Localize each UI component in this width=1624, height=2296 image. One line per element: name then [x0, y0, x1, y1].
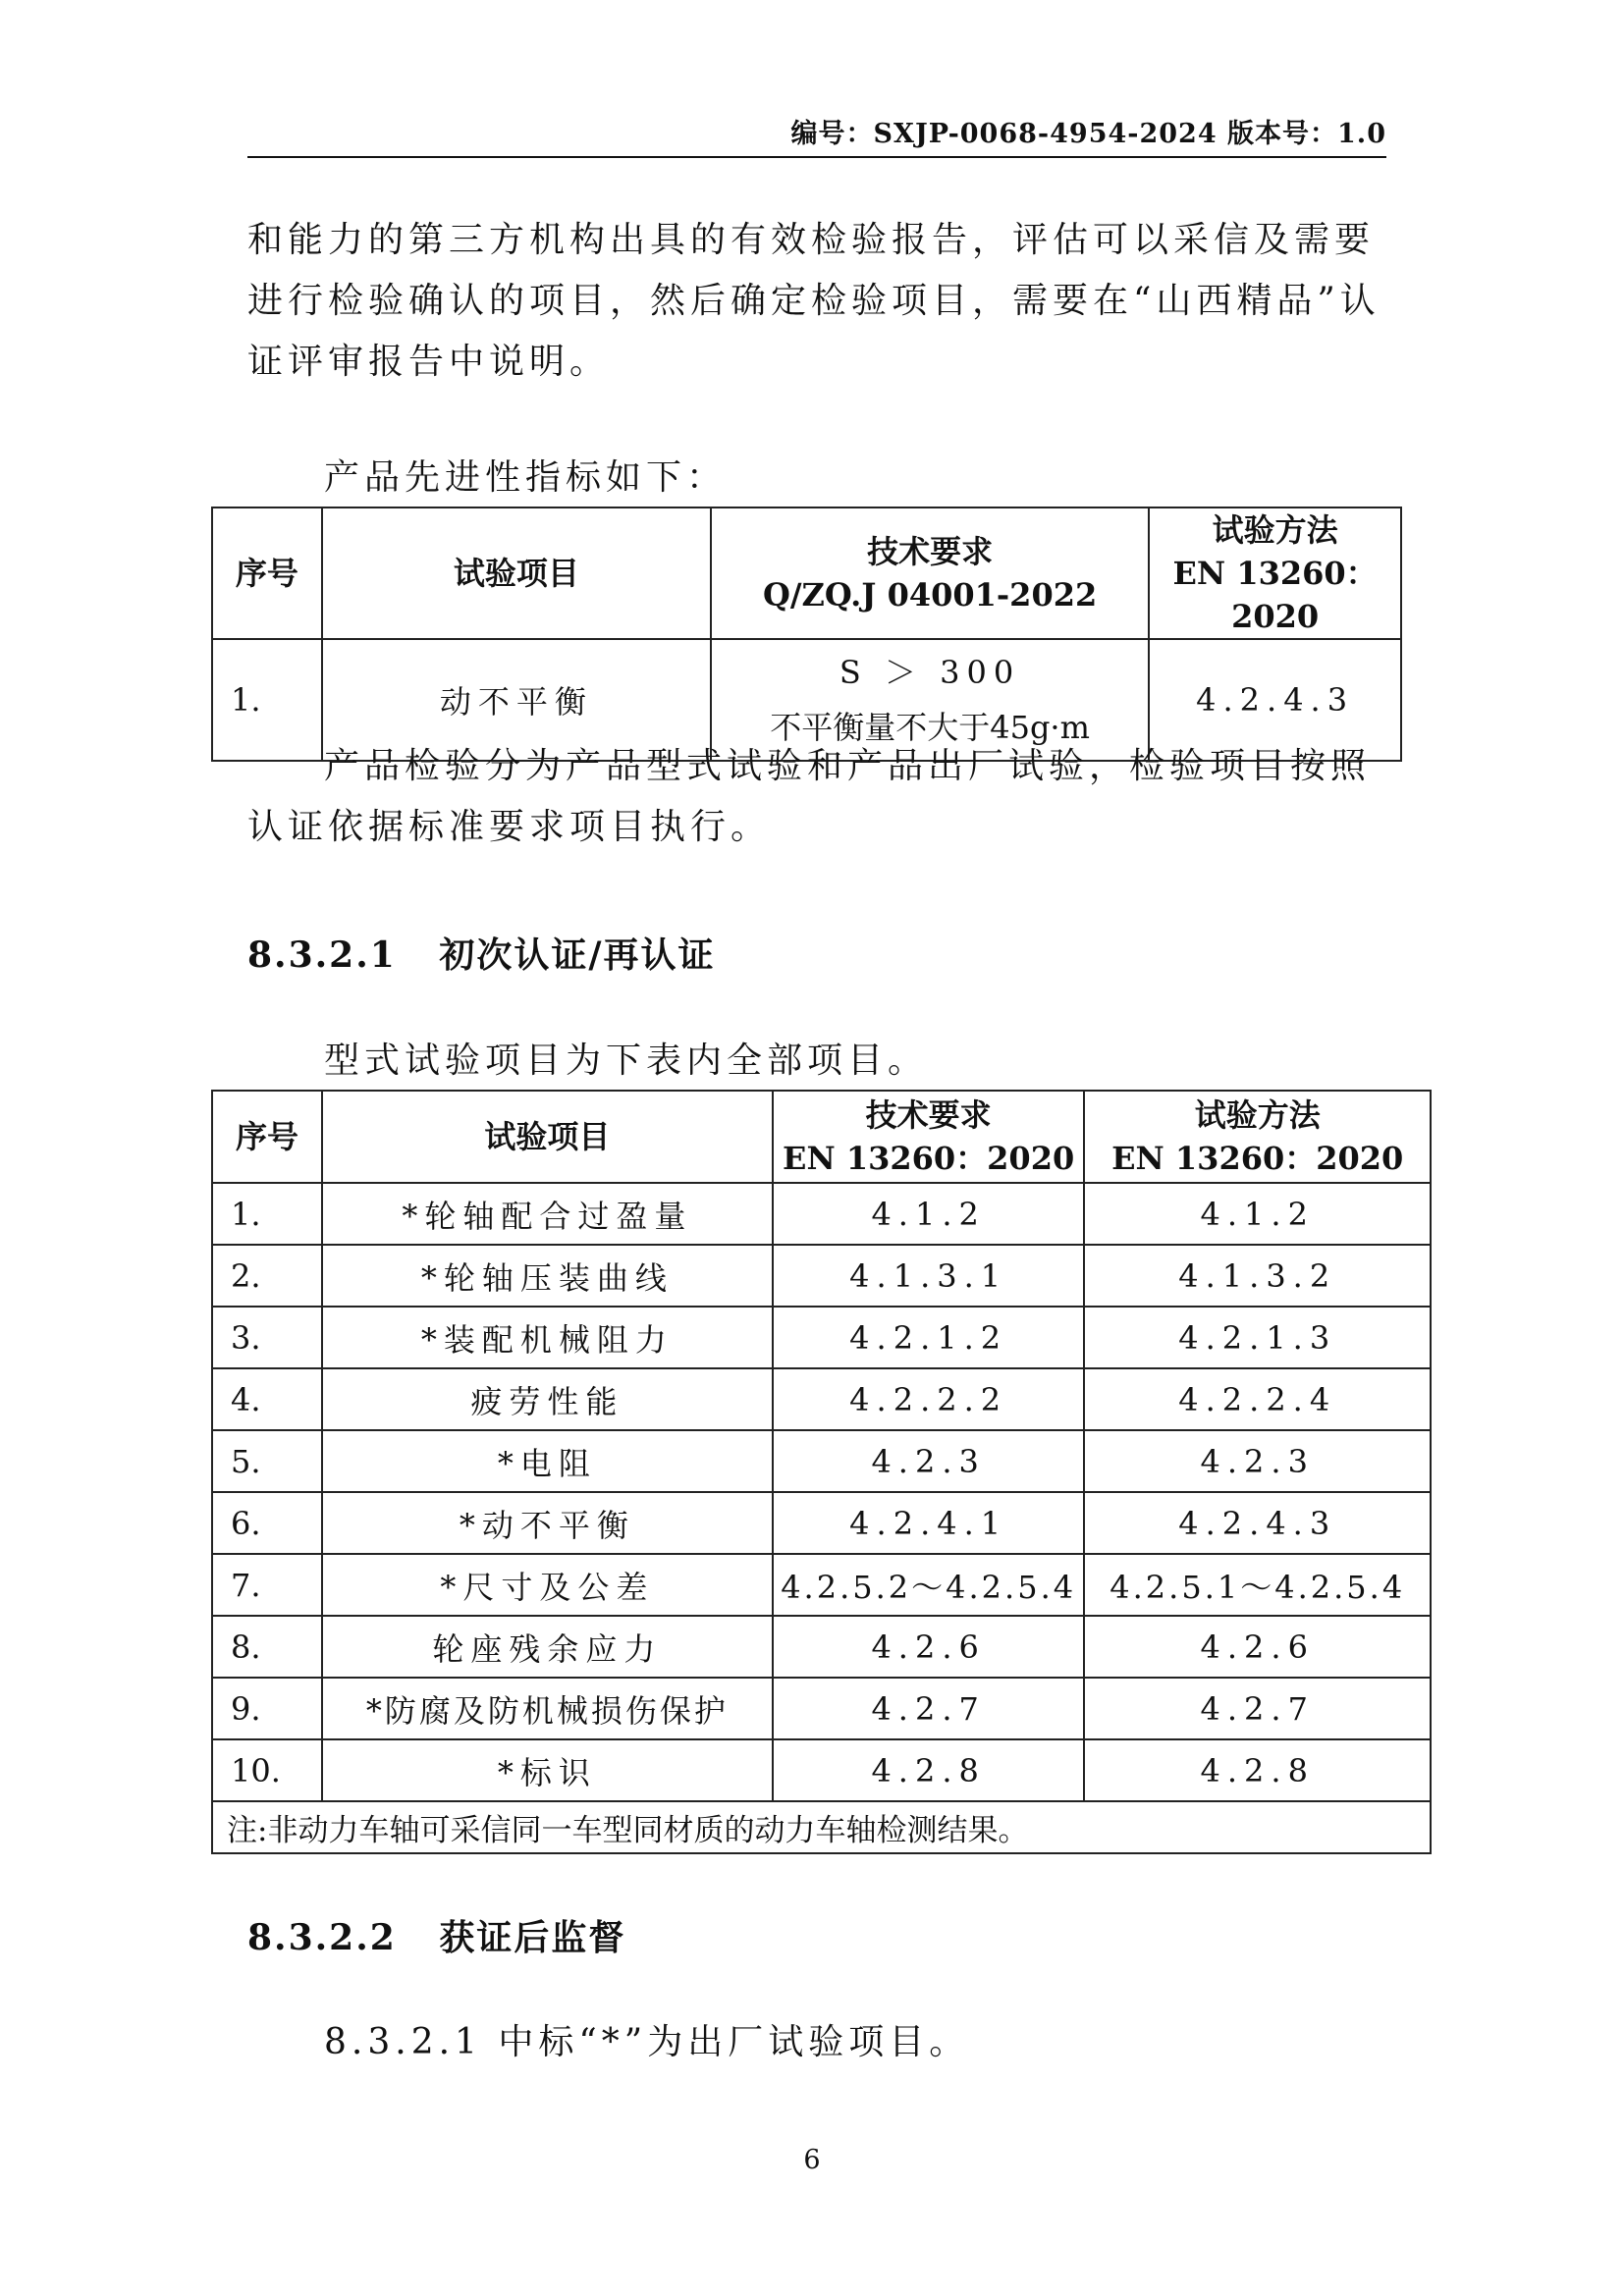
- method-title: 试验方法: [1212, 511, 1338, 549]
- section-title: 获证后监督: [439, 1917, 626, 1958]
- row-method: 4.2.2.4: [1084, 1368, 1431, 1430]
- row-requirement: 4.2.5.2～4.2.5.4: [773, 1554, 1085, 1616]
- table-note: 注:非动力车轴可采信同一车型同材质的动力车轴检测结果。: [212, 1801, 1431, 1853]
- inspection-paragraph: 产品检验分为产品型式试验和产品出厂试验，检验项目按照认证依据标准要求项目执行。: [247, 746, 1372, 847]
- table-row: [212, 1368, 1431, 1430]
- col-item: 试验项目: [322, 507, 711, 639]
- row-method: 4.2.4.3: [1149, 639, 1401, 761]
- requirement-line-1: S ＞ 300: [839, 654, 1021, 691]
- row-no: 5.: [212, 1430, 322, 1492]
- row-method: 4.2.8: [1084, 1739, 1431, 1801]
- requirement-line-2: 不平衡量不大于45g·m: [770, 709, 1090, 746]
- row-method: 4.2.6: [1084, 1616, 1431, 1678]
- row-item: *防腐及防机械损伤保护: [322, 1678, 773, 1739]
- col-method: [1149, 507, 1401, 639]
- row-requirement: 4.2.2.2: [773, 1368, 1085, 1430]
- row-item: *标识: [322, 1739, 773, 1801]
- row-no: 3.: [212, 1307, 322, 1368]
- col-requirement: [711, 507, 1149, 639]
- row-no: 1.: [212, 1183, 322, 1245]
- row-method: 4.2.1.3: [1084, 1307, 1431, 1368]
- section-title: 初次认证/再认证: [439, 934, 716, 976]
- row-no: 1.: [212, 639, 322, 761]
- row-no: 10.: [212, 1739, 322, 1801]
- row-item: *轮轴压装曲线: [322, 1245, 773, 1307]
- page-number: 6: [803, 2145, 821, 2175]
- advanced-intro: 产品先进性指标如下：: [324, 457, 728, 498]
- row-requirement: 4.2.7: [773, 1678, 1085, 1739]
- type-test-intro: 型式试验项目为下表内全部项目。: [324, 1041, 929, 1081]
- row-requirement: 4.1.3.1: [773, 1245, 1085, 1307]
- document-code: 编号：SXJP-0068-4954-2024 版本号：1.0: [790, 119, 1386, 149]
- table-header-row: [212, 1091, 1431, 1183]
- row-method: 4.2.3: [1084, 1430, 1431, 1492]
- table-row: [212, 1739, 1431, 1801]
- section-heading-8-3-2-1: [247, 928, 716, 978]
- row-method: 4.1.3.2: [1084, 1245, 1431, 1307]
- table-note-row: [212, 1801, 1431, 1853]
- row-no: 4.: [212, 1368, 322, 1430]
- row-item: 疲劳性能: [322, 1368, 773, 1430]
- table-row: [212, 1183, 1431, 1245]
- col-no: 序号: [212, 507, 322, 639]
- row-no: 9.: [212, 1678, 322, 1739]
- requirement-title: 技术要求: [865, 1096, 992, 1134]
- row-item: *动不平衡: [322, 1492, 773, 1554]
- col-no: 序号: [212, 1091, 322, 1183]
- table-header-row: [212, 507, 1401, 639]
- table-row: [212, 1307, 1431, 1368]
- col-requirement: [773, 1091, 1085, 1183]
- requirement-standard: Q/ZQ.J 04001-2022: [762, 576, 1098, 614]
- row-requirement: 4.2.3: [773, 1430, 1085, 1492]
- row-method: 4.2.5.1～4.2.5.4: [1084, 1554, 1431, 1616]
- document-header: [247, 112, 1386, 155]
- col-method: [1084, 1091, 1431, 1183]
- header-divider: [247, 156, 1386, 158]
- row-requirement: 4.2.4.1: [773, 1492, 1085, 1554]
- table-row: [212, 1492, 1431, 1554]
- advanced-indicator-table: [211, 507, 1402, 762]
- row-requirement: 4.2.6: [773, 1616, 1085, 1678]
- row-item: *电阻: [322, 1430, 773, 1492]
- row-method: 4.2.7: [1084, 1678, 1431, 1739]
- table-row: [212, 1678, 1431, 1739]
- row-item: 动不平衡: [322, 639, 711, 761]
- row-no: 6.: [212, 1492, 322, 1554]
- table-row: [212, 1245, 1431, 1307]
- method-standard: EN 13260：2020: [1172, 555, 1378, 635]
- table-row: [212, 1554, 1431, 1616]
- section-heading-8-3-2-2: [247, 1910, 625, 1960]
- section-number: 8.3.2.2: [247, 1917, 397, 1958]
- type-test-table: [211, 1090, 1432, 1854]
- row-no: 8.: [212, 1616, 322, 1678]
- row-requirement: 4.2.8: [773, 1739, 1085, 1801]
- row-requirement: 4.2.1.2: [773, 1307, 1085, 1368]
- row-method: 4.2.4.3: [1084, 1492, 1431, 1554]
- table-row: [212, 1616, 1431, 1678]
- method-standard: EN 13260：2020: [1111, 1140, 1404, 1177]
- row-method: 4.1.2: [1084, 1183, 1431, 1245]
- row-item: *装配机械阻力: [322, 1307, 773, 1368]
- intro-paragraph: 和能力的第三方机构出具的有效检验报告，评估可以采信及需要进行检验确认的项目，然后确定检验项目，需要在“山西精品”认证评审报告中说明。: [247, 220, 1380, 382]
- row-item: 轮座残余应力: [322, 1616, 773, 1678]
- supervision-paragraph: 8.3.2.1 中标“*”为出厂试验项目。: [324, 2022, 970, 2062]
- row-no: 2.: [212, 1245, 322, 1307]
- table-row: [212, 1430, 1431, 1492]
- requirement-standard: EN 13260：2020: [783, 1140, 1075, 1177]
- row-no: 7.: [212, 1554, 322, 1616]
- row-requirement: 4.1.2: [773, 1183, 1085, 1245]
- requirement-title: 技术要求: [867, 533, 994, 570]
- section-number: 8.3.2.1: [247, 934, 397, 976]
- method-title: 试验方法: [1194, 1096, 1321, 1134]
- col-item: 试验项目: [322, 1091, 773, 1183]
- row-item: *轮轴配合过盈量: [322, 1183, 773, 1245]
- row-item: *尺寸及公差: [322, 1554, 773, 1616]
